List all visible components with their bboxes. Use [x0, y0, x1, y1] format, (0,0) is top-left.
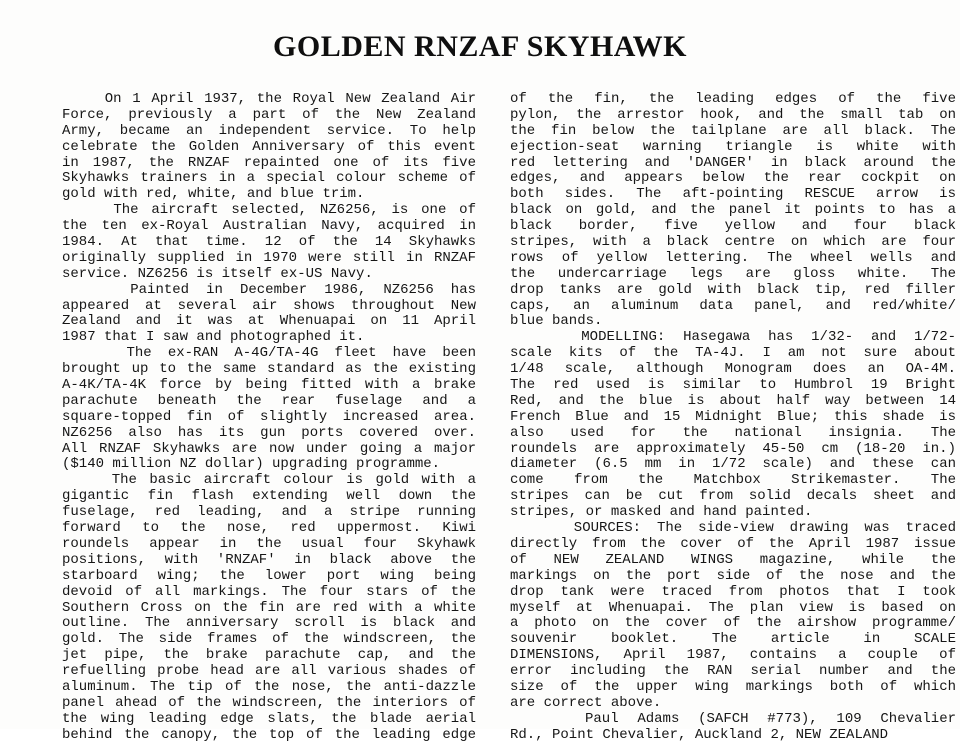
- text-line: MODELLING: Hasegawa has 1/32- and 1/72-: [510, 329, 956, 346]
- text-line: 1984. At that time. 12 of the 14 Skyhawks: [62, 234, 476, 251]
- text-line: SOURCES: The side-view drawing was traced: [510, 520, 956, 537]
- text-line: are correct above.: [510, 694, 662, 711]
- text-line: rows of yellow lettering. The wheel wells and: [510, 249, 956, 266]
- text-line: brought up to the same standard as the existing: [62, 361, 476, 378]
- text-line: myself at Whenuapai. The plan view is based on: [510, 599, 956, 616]
- text-line: come from the Matchbox Strikemaster. The: [510, 472, 956, 489]
- text-line: diameter (6.5 mm in 1/72 scale) and these can: [510, 456, 956, 473]
- text-line: French Blue and 15 Midnight Blue; this shade is: [510, 408, 956, 425]
- text-line: positions, with 'RNZAF' in black above the: [62, 551, 476, 568]
- text-line: Southern Cross on the fin are red with a white: [62, 599, 476, 616]
- text-line: appeared at several air shows throughout New: [62, 297, 476, 314]
- text-line: Red, and the blue is about half way between 14: [510, 392, 956, 409]
- text-line: the wing leading edge slats, the blade aerial: [62, 710, 476, 727]
- text-line: originally supplied in 1970 were still in RNZAF: [62, 249, 476, 266]
- text-line: drop tanks are gold with black tip, red filler: [510, 281, 956, 298]
- text-line: starboard wing; the lower port wing being: [62, 567, 476, 584]
- text-line: Painted in December 1986, NZ6256 has: [62, 281, 476, 298]
- text-line: refuelling probe head are all various shades of: [62, 663, 476, 680]
- text-line: gold. The side frames of the windscreen, the: [62, 631, 476, 648]
- text-line: the ten ex-Royal Australian Navy, acquired in: [62, 218, 476, 235]
- text-line: Force, previously a part of the New Zealand: [62, 106, 476, 123]
- text-line: parachute beneath the rear fuselage and a: [62, 392, 476, 409]
- text-line: scale kits of the TA-4J. I am not sure about: [510, 345, 956, 362]
- text-line: The ex-RAN A-4G/TA-4G fleet have been: [62, 345, 476, 362]
- text-line: Army, became an independent service. To help: [62, 122, 476, 139]
- text-line: roundels are approximately 45-50 cm (18-20 in.): [510, 440, 956, 457]
- text-line: stripes can be cut from solid decals sheet and: [510, 488, 956, 505]
- text-line: size of the upper wing markings both of which: [510, 678, 956, 695]
- text-line: blue bands.: [510, 313, 603, 330]
- text-line: caps, an aluminum data panel, and red/white/: [510, 297, 956, 314]
- text-line: outline. The anniversary scroll is black and: [62, 615, 476, 632]
- article-title: GOLDEN RNZAF SKYHAWK: [273, 30, 687, 63]
- text-line: drop tank were traced from photos that I took: [510, 583, 956, 600]
- text-line: red lettering and 'DANGER' in black around the: [510, 154, 956, 171]
- text-line: panel ahead of the windscreen, the interiors of: [62, 694, 476, 711]
- text-line: aluminum. The tip of the nose, the anti-dazzle: [62, 678, 476, 695]
- text-line: of NEW ZEALAND WINGS magazine, while the: [510, 551, 956, 568]
- text-line: NZ6256 also has its gun ports covered over.: [62, 424, 476, 441]
- text-line: celebrate the Golden Anniversary of this event: [62, 138, 476, 155]
- text-line: The basic aircraft colour is gold with a: [62, 472, 476, 489]
- text-line: both sides. The aft-pointing RESCUE arrow is: [510, 186, 956, 203]
- text-line: the fin below the tailplane are all black. The: [510, 122, 956, 139]
- text-line: square-topped fin of slightly increased area.: [62, 408, 476, 425]
- text-line: of the fin, the leading edges of the five: [510, 91, 956, 107]
- text-line: fuselage, red leading, and a stripe running: [62, 504, 476, 521]
- text-line: 1/48 scale, although Monogram does an OA-4M.: [510, 361, 956, 378]
- text-line: ($140 million NZ dollar) upgrading programme.: [62, 456, 441, 473]
- text-line: error including the RAN serial number and the: [510, 663, 956, 680]
- text-line: forward to the nose, red uppermost. Kiwi: [62, 520, 476, 537]
- text-line: jet pipe, the brake parachute cap, and the: [62, 647, 476, 664]
- text-line: pylon, the arrestor hook, and the small tab on: [510, 106, 956, 123]
- text-line: stripes, or masked and hand painted.: [510, 504, 813, 521]
- text-line: black on gold, and the panel it points to has a: [510, 202, 956, 219]
- text-line: The red used is similar to Humbrol 19 Bright: [510, 377, 956, 394]
- text-line: Zealand and it was at Whenuapai on 11 April: [62, 313, 476, 330]
- left-text-column: [62, 92, 476, 744]
- text-line: Rd., Point Chevalier, Auckland 2, NEW ZEALAND: [510, 726, 889, 743]
- text-line: 1987 that I saw and photographed it.: [62, 329, 365, 346]
- text-line: All RNZAF Skyhawks are now under going a major: [62, 440, 476, 457]
- text-line: The aircraft selected, NZ6256, is one of: [62, 202, 476, 219]
- text-line: black border, five yellow and four black: [510, 218, 956, 235]
- text-line: behind the canopy, the top of the leading edge: [62, 726, 476, 743]
- text-line: directly from the cover of the April 1987 issue: [510, 535, 956, 552]
- right-text-column: [510, 92, 956, 744]
- text-line: Skyhawks trainers in a special colour scheme of: [62, 170, 476, 187]
- text-line: gold with red, white, and blue trim.: [62, 186, 365, 203]
- text-line: devoid of all markings. The four stars of the: [62, 583, 476, 600]
- text-line: a photo on the cover of the airshow programme/: [510, 615, 956, 632]
- text-line: souvenir booklet. The article in SCALE: [510, 631, 956, 648]
- text-line: stripes, with a black centre on which are four: [510, 234, 956, 251]
- text-line: also used for the national insignia. The: [510, 424, 956, 441]
- text-line: DIMENSIONS, April 1987, contains a couple of: [510, 647, 956, 664]
- text-line: in 1987, the RNZAF repainted one of its five: [62, 154, 476, 171]
- text-line: ejection-seat warning triangle is white with: [510, 138, 956, 155]
- text-line: On 1 April 1937, the Royal New Zealand Air: [62, 91, 476, 107]
- text-line: service. NZ6256 is itself ex-US Navy.: [62, 265, 373, 282]
- text-line: edges, and appears below the rear cockpit on: [510, 170, 956, 187]
- text-line: A-4K/TA-4K force by being fitted with a brake: [62, 377, 476, 394]
- text-line: markings on the port side of the nose and the: [510, 567, 956, 584]
- text-line: Paul Adams (SAFCH #773), 109 Chevalier: [510, 710, 956, 727]
- text-line: the undercarriage legs are gloss white. The: [510, 265, 956, 282]
- text-line: gigantic fin flash extending well down the: [62, 488, 476, 505]
- text-line: roundels appear in the usual four Skyhawk: [62, 535, 476, 552]
